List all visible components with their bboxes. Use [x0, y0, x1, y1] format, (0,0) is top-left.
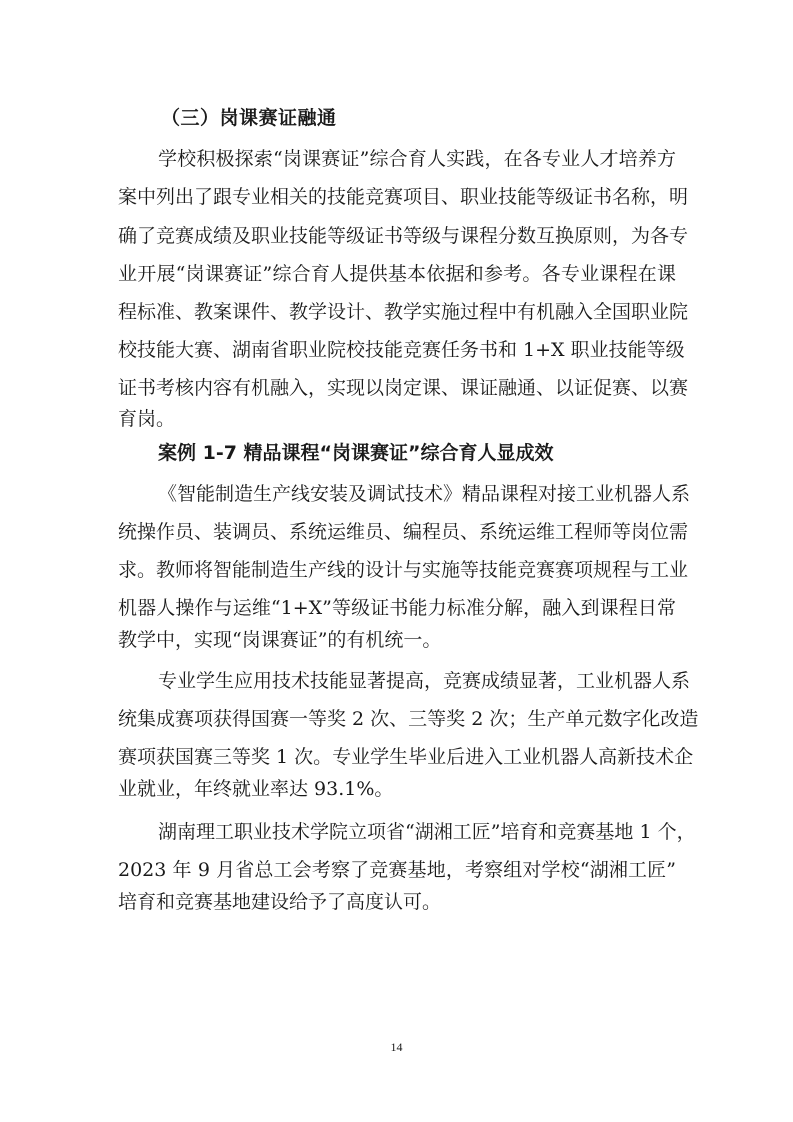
paragraph-line: 业就业，年终就业率达 93.1%。 [118, 778, 394, 800]
paragraph-line: 业开展“岗课赛证”综合育人提供基本依据和参考。各专业课程在课 [118, 263, 676, 285]
paragraph-line: 培育和竞赛基地建设给予了高度认可。 [118, 891, 442, 913]
case-title: 案例 1-7 精品课程“岗课赛证”综合育人显成效 [158, 442, 554, 464]
paragraph-line: 湖南理工职业技术学院立项省“湖湘工匠”培育和竞赛基地 1 个， [158, 821, 696, 843]
paragraph-line: 学校积极探索“岗课赛证”综合育人实践，在各专业人才培养方 [158, 148, 676, 170]
paragraph-line: 机器人操作与运维“1+X”等级证书能力标准分解，融入到课程日常 [118, 597, 676, 619]
paragraph-line: 案中列出了跟专业相关的技能竞赛项目、职业技能等级证书名称，明 [118, 186, 689, 208]
page-number: 14 [390, 1040, 403, 1054]
paragraph-line: 校技能大赛、湖南省职业院校技能竞赛任务书和 1+X 职业技能等级 [118, 339, 685, 361]
paragraph-line: 专业学生应用技术技能显著提高，竞赛成绩显著，工业机器人系 [158, 670, 691, 692]
paragraph-line: 《智能制造生产线安装及调试技术》精品课程对接工业机器人系 [158, 483, 691, 505]
paragraph-line: 求。教师将智能制造生产线的设计与实施等技能竞赛赛项规程与工业 [118, 559, 689, 581]
paragraph-line: 育岗。 [118, 408, 176, 430]
paragraph-line: 确了竞赛成绩及职业技能等级证书等级与课程分数互换原则，为各专 [118, 225, 689, 247]
paragraph-line: 2023 年 9 月省总工会考察了竞赛基地，考察组对学校“湖湘工匠” [118, 859, 676, 881]
section-heading: （三）岗课赛证融通 [161, 107, 337, 129]
paragraph-line: 统操作员、装调员、系统运维员、编程员、系统运维工程师等岗位需 [118, 521, 689, 543]
paragraph-line: 统集成赛项获得国赛一等奖 2 次、三等奖 2 次；生产单元数字化改造 [118, 708, 699, 730]
paragraph-line: 证书考核内容有机融入，实现以岗定课、课证融通、以证促赛、以赛 [118, 377, 689, 399]
paragraph-line: 赛项获国赛三等奖 1 次。专业学生毕业后进入工业机器人高新技术企 [118, 746, 694, 768]
paragraph-line: 教学中，实现“岗课赛证”的有机统一。 [118, 629, 442, 651]
paragraph-line: 程标准、教案课件、教学设计、教学实施过程中有机融入全国职业院 [118, 301, 689, 323]
